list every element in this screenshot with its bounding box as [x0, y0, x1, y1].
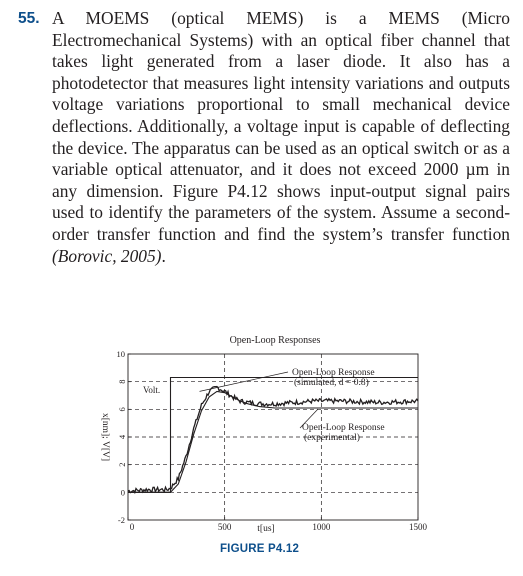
open-loop-chart: [0, 326, 523, 541]
x-axis-label: t[us]: [257, 524, 275, 534]
y-tick-label: 8: [117, 379, 127, 384]
y-tick-label: 4: [117, 434, 127, 440]
figure-caption-text: FIGURE P4.12: [219, 543, 300, 555]
x-tick-label: 0: [129, 522, 135, 532]
y-tick-label: 10: [116, 349, 125, 359]
problem-55: [18, 8, 510, 267]
x-tick-label: 500: [217, 522, 232, 532]
problem-period: .: [161, 245, 166, 266]
x-tick-label: 1500: [409, 522, 427, 532]
annotation-simulated-line1: Open-Loop Response: [292, 368, 375, 378]
annotation-experimental-line2: (experimental): [304, 433, 360, 443]
problem-statement: A MOEMS (optical MEMS) is a MEMS (Micro Electromechanical Systems) with an optical fiber channel that takes light generated from a laser diode. It also has a photodetector that measures light intensity variations and outputs voltage variations proportional to small mechanical device deflections. Additionally, a voltage input is capable of deflecting the device. The apparatus can be used as an optical switch or as a variable optical attenuator, and it does not exceed 2000 µm in any dimension. Figure P4.12 shows input-output signal pairs used to identify the parameters of the system. Assume a second-order transfer function and find the system’s transfer function: [52, 8, 510, 244]
series-volt-line: [128, 378, 418, 493]
figure-caption: [0, 543, 523, 555]
y-axis-label: x[nm]; V[V]: [100, 412, 110, 462]
y-tick-label: 6: [117, 407, 127, 412]
problem-text: [52, 8, 510, 267]
y-tick-label: -2: [117, 515, 125, 525]
y-tick-label: 0: [120, 487, 125, 498]
series-simulated-line: [128, 391, 418, 492]
annotation-experimental-line1: Open-Loop Response: [302, 423, 385, 433]
figure-p4-12: [0, 326, 523, 576]
annotation-volt: Volt.: [143, 385, 161, 395]
problem-number: 55.: [18, 10, 40, 27]
chart-title: Open-Loop Responses: [229, 335, 321, 346]
y-tick-label: 2: [117, 462, 127, 467]
series-experimental-line: [128, 387, 418, 493]
x-tick-label: 1000: [312, 522, 331, 532]
annotation-simulated-line2: (simulated, d = 0.8): [294, 378, 369, 388]
problem-citation: (Borovic, 2005): [52, 245, 162, 266]
